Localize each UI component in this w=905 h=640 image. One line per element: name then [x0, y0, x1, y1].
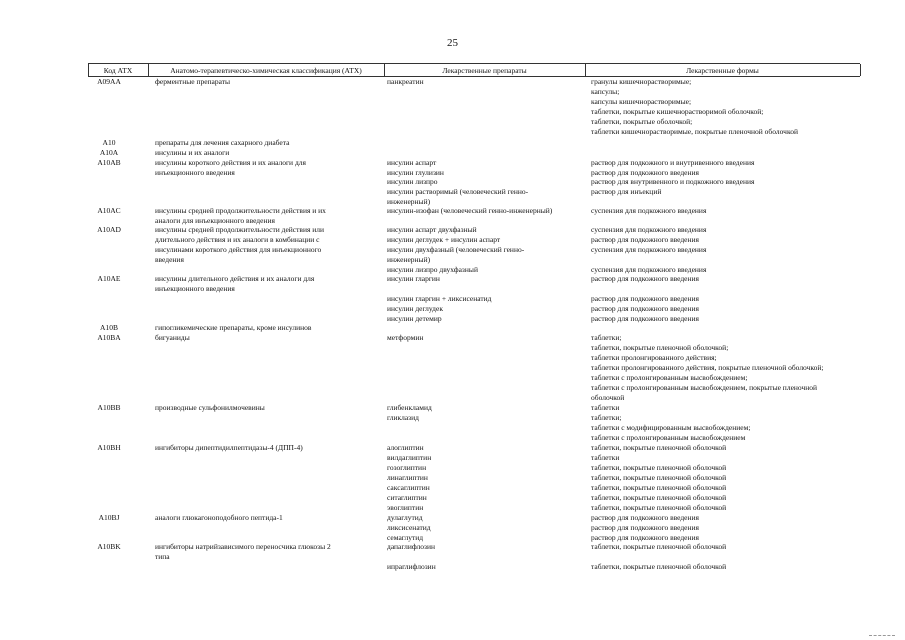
preparation-name: глибенкламид: [387, 403, 432, 412]
preparation-name: инсулин-изофан (человеческий генно-инженерный): [387, 206, 553, 215]
preparation-name: инсулин лизпро: [387, 177, 438, 186]
atc-code: A10AE: [97, 274, 121, 283]
dosage-form-text: таблетки, покрытые пленочной оболочкой: [591, 463, 727, 472]
atc-classification-text: инсулины средней продолжительности действия или: [155, 225, 325, 234]
dosage-form-text: суспензия для подкожного введения: [591, 245, 707, 254]
dosage-form-text: таблетки, покрытые оболочкой;: [591, 117, 693, 126]
dosage-form-text: раствор для инъекций: [591, 187, 662, 196]
preparation-name: инсулин гларгин: [387, 274, 440, 283]
dosage-form-text: оболочкой: [591, 393, 625, 402]
preparation-name: инсулин глулизин: [387, 168, 444, 177]
dosage-form-text: таблетки, покрытые пленочной оболочкой: [591, 562, 727, 571]
atc-classification-text: типа: [155, 552, 170, 561]
preparation-name: семаглутид: [387, 533, 424, 542]
preparation-name: инсулин растворимый (человеческий генно-: [387, 187, 529, 196]
atc-classification-text: ферментные препараты: [155, 77, 231, 86]
preparation-name: вилдаглиптин: [387, 453, 432, 462]
atc-code: A10BK: [97, 542, 121, 551]
dosage-form-text: раствор для подкожного введения: [591, 168, 699, 177]
dosage-form-text: таблетки;: [591, 333, 622, 342]
dosage-form-text: раствор для внутривенного и подкожного введения: [591, 177, 755, 186]
atc-code: A10AC: [97, 206, 121, 215]
dosage-form-text: таблетки, покрытые пленочной оболочкой: [591, 473, 727, 482]
dosage-form-text: таблетки;: [591, 413, 622, 422]
header-forms: Лекарственные формы: [686, 66, 759, 75]
header-classification: Анатомо-терапевтическо-химическая классификация (АТХ): [170, 66, 362, 75]
dosage-form-text: таблетки пролонгированного действия;: [591, 353, 717, 362]
preparation-name: инженерный): [387, 255, 431, 264]
preparation-name: ситаглиптин: [387, 493, 427, 502]
preparation-name: инсулин аспарт: [387, 158, 437, 167]
dosage-form-text: таблетки, покрытые пленочной оболочкой: [591, 503, 727, 512]
atc-classification-text: ингибиторы дипептидилпептидазы-4 (ДПП-4): [155, 443, 303, 452]
atc-classification-text: инсулины длительного действия и их аналоги для: [155, 274, 315, 283]
dosage-form-text: раствор для подкожного введения: [591, 294, 699, 303]
dosage-form-text: таблетки: [591, 403, 620, 412]
dosage-form-text: таблетки, покрытые кишечнорастворимой оболочкой;: [591, 107, 764, 116]
dosage-form-text: раствор для подкожного введения: [591, 314, 699, 323]
atc-classification-text: гипогликемические препараты, кроме инсулинов: [155, 323, 312, 332]
dosage-form-text: таблетки, покрытые пленочной оболочкой: [591, 443, 727, 452]
atc-classification-text: инъекционного введения: [155, 284, 235, 293]
preparation-name: инсулин гларгин + ликсисенатид: [387, 294, 492, 303]
dosage-form-text: таблетки с пролонгированным высвобождением;: [591, 373, 748, 382]
column-divider: [860, 64, 861, 76]
page-edge-mark: [869, 635, 895, 636]
atc-code: A10B: [100, 323, 118, 332]
atc-code: A10AD: [97, 225, 121, 234]
atc-classification-text: инсулинами короткого действия для инъекционного: [155, 245, 322, 254]
dosage-form-text: таблетки кишечнорастворимые, покрытые пленочной оболочкой: [591, 127, 798, 136]
dosage-form-text: таблетки, покрытые пленочной оболочкой;: [591, 343, 729, 352]
atc-code: A09AA: [97, 77, 121, 86]
atc-classification-text: введения: [155, 255, 184, 264]
atc-classification-text: аналоги глюкагоноподобного пептида-1: [155, 513, 283, 522]
preparation-name: панкреатин: [387, 77, 424, 86]
header-preparations: Лекарственные препараты: [442, 66, 527, 75]
dosage-form-text: таблетки, покрытые пленочной оболочкой: [591, 542, 727, 551]
dosage-form-text: раствор для подкожного введения: [591, 274, 699, 283]
atc-classification-text: ингибиторы натрийзависимого переносчика глюкозы 2: [155, 542, 331, 551]
preparation-name: линаглиптин: [387, 473, 428, 482]
atc-classification-text: инсулины средней продолжительности действия и их: [155, 206, 326, 215]
dosage-form-text: суспензия для подкожного введения: [591, 225, 707, 234]
dosage-form-text: суспензия для подкожного введения: [591, 265, 707, 274]
dosage-form-text: таблетки с пролонгированным высвобождением: [591, 433, 746, 442]
dosage-form-text: раствор для подкожного введения: [591, 533, 699, 542]
atc-classification-text: производные сульфонилмочевины: [155, 403, 265, 412]
dosage-form-text: раствор для подкожного введения: [591, 523, 699, 532]
preparation-name: гозоглиптин: [387, 463, 427, 472]
dosage-form-text: суспензия для подкожного введения: [591, 206, 707, 215]
atc-classification-text: инсулины короткого действия и их аналоги для: [155, 158, 306, 167]
dosage-form-text: таблетки, покрытые пленочной оболочкой: [591, 483, 727, 492]
preparation-name: саксаглиптин: [387, 483, 430, 492]
dosage-form-text: раствор для подкожного введения: [591, 513, 699, 522]
dosage-form-text: капсулы;: [591, 87, 620, 96]
dosage-form-text: раствор для подкожного введения: [591, 235, 699, 244]
preparation-name: инсулин двухфазный (человеческий генно-: [387, 245, 525, 254]
dosage-form-text: таблетки с модифицированным высвобождением;: [591, 423, 751, 432]
preparation-name: дапаглифлозин: [387, 542, 435, 551]
preparation-name: гликлазид: [387, 413, 419, 422]
preparation-name: ликсисенатид: [387, 523, 431, 532]
dosage-form-text: таблетки, покрытые пленочной оболочкой: [591, 493, 727, 502]
preparation-name: эвоглиптин: [387, 503, 424, 512]
dosage-form-text: капсулы кишечнорастворимые;: [591, 97, 692, 106]
dosage-form-text: раствор для подкожного введения: [591, 304, 699, 313]
atc-code: A10BH: [97, 443, 121, 452]
atc-code: A10BJ: [98, 513, 120, 522]
atc-classification-text: длительного действия и их аналоги в комбинации с: [155, 235, 320, 244]
atc-code: A10AB: [97, 158, 121, 167]
dosage-form-text: гранулы кишечнорастворимые;: [591, 77, 692, 86]
dosage-form-text: раствор для подкожного и внутривенного введения: [591, 158, 755, 167]
header-code: Код АТХ: [103, 66, 133, 75]
preparation-name: инсулин деглудек: [387, 304, 443, 313]
preparation-name: инсулин аспарт двухфазный: [387, 225, 477, 234]
atc-classification-text: бигуаниды: [155, 333, 190, 342]
dosage-form-text: таблетки: [591, 453, 620, 462]
table-top-border: [88, 63, 860, 64]
atc-classification-text: инсулины и их аналоги: [155, 148, 230, 157]
atc-code: A10A: [99, 148, 119, 157]
preparation-name: метформин: [387, 333, 424, 342]
dosage-form-text: таблетки с пролонгированным высвобождением, покрытые пленочной: [591, 383, 818, 392]
preparation-name: инсулин детемир: [387, 314, 442, 323]
preparation-name: дулаглутид: [387, 513, 423, 522]
page-number: 25: [447, 37, 458, 49]
atc-classification-text: инъекционного введения: [155, 168, 235, 177]
atc-classification-text: аналоги для инъекционного введения: [155, 216, 275, 225]
dosage-form-text: таблетки пролонгированного действия, покрытые пленочной оболочкой;: [591, 363, 824, 372]
preparation-name: инженерный): [387, 197, 431, 206]
preparation-name: алоглиптин: [387, 443, 424, 452]
atc-classification-text: препараты для лечения сахарного диабета: [155, 138, 290, 147]
preparation-name: ипраглифлозин: [387, 562, 436, 571]
preparation-name: инсулин деглудек + инсулин аспарт: [387, 235, 501, 244]
atc-code: A10: [102, 138, 116, 147]
atc-code: A10BB: [97, 403, 121, 412]
preparation-name: инсулин лизпро двухфазный: [387, 265, 478, 274]
atc-code: A10BA: [97, 333, 121, 342]
